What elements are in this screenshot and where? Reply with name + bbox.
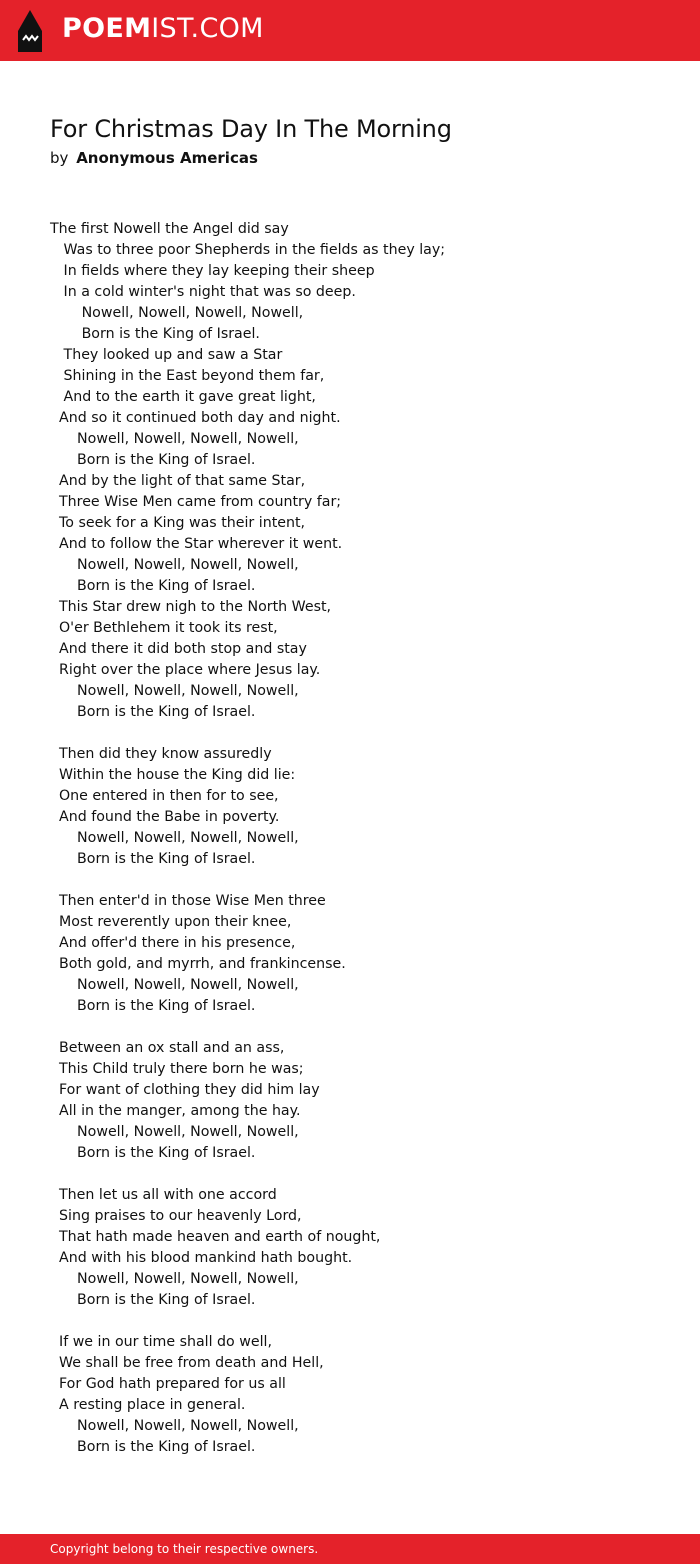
poem-text: The first Nowell the Angel did say Was to three poor Shepherds in the fields as they lay; In fields where they lay keeping their sheep In a cold winter's night that was so deep. Nowell, Nowell, Nowell, Nowell, Born is the King of Israel. They looked up and saw a Star Shining in the East beyond them far, And to the earth it gave great light, And so it continued both day and night. Nowell, Nowell, Nowell, Nowell, Born is the King of Israel. And by the light of that same Star, Three Wise Men came from country far; To seek for a King was their intent, And to follow the Star wherever it went. Nowell, Nowell, Nowell, Nowell, Born is the King of Israel. This Star drew nigh to the North West, O'er Bethlehem it took its rest, And there it did both stop and stay Right over the place where Jesus lay. Nowell, Nowell, Nowell, Nowell, Born is the King of Israel. Then did they know assuredly Within the house the King did lie: One entered in then for to see, And found the Babe in poverty. Nowell, Nowell, Nowell, Nowell, Born is the King of Israel. Then enter'd in those Wise Men three Most reverently upon their knee, And offer'd there in his presence, Both gold, and myrrh, and frankincense. Nowell, Nowell, Nowell, Nowell, Born is the King of Israel. Between an ox stall and an ass, This Child truly there born he was; For want of clothing they did him lay All in the manger, among the hay. Nowell, Nowell, Nowell, Nowell, Born is the King of Israel. Then let us all with one accord Sing praises to our heavenly Lord, That hath made heaven and earth of nought, And with his blood mankind hath bought. Nowell, Nowell, Nowell, Nowell, Born is the King of Israel. If we in our time shall do well, We shall be free from death and Hell, For God hath prepared for us all A resting place in general. Nowell, Nowell, Nowell, Nowell, Born is the King of Israel. <box>50 221 446 1455</box>
poem-byline <box>50 149 258 167</box>
site-logo-text <box>62 15 264 42</box>
pencil-icon <box>18 10 42 52</box>
top-bar <box>0 0 700 61</box>
logo-bold-part: POEM <box>62 13 152 44</box>
by-label: by <box>50 149 69 167</box>
copyright-text: Copyright belong to their respective owners. <box>50 1542 319 1556</box>
logo-light-part: IST.COM <box>151 13 264 44</box>
author-link[interactable]: Anonymous Americas <box>76 149 258 167</box>
site-logo-link[interactable] <box>18 8 264 53</box>
footer <box>0 1534 700 1564</box>
poem-title: For Christmas Day In The Morning <box>50 115 452 143</box>
